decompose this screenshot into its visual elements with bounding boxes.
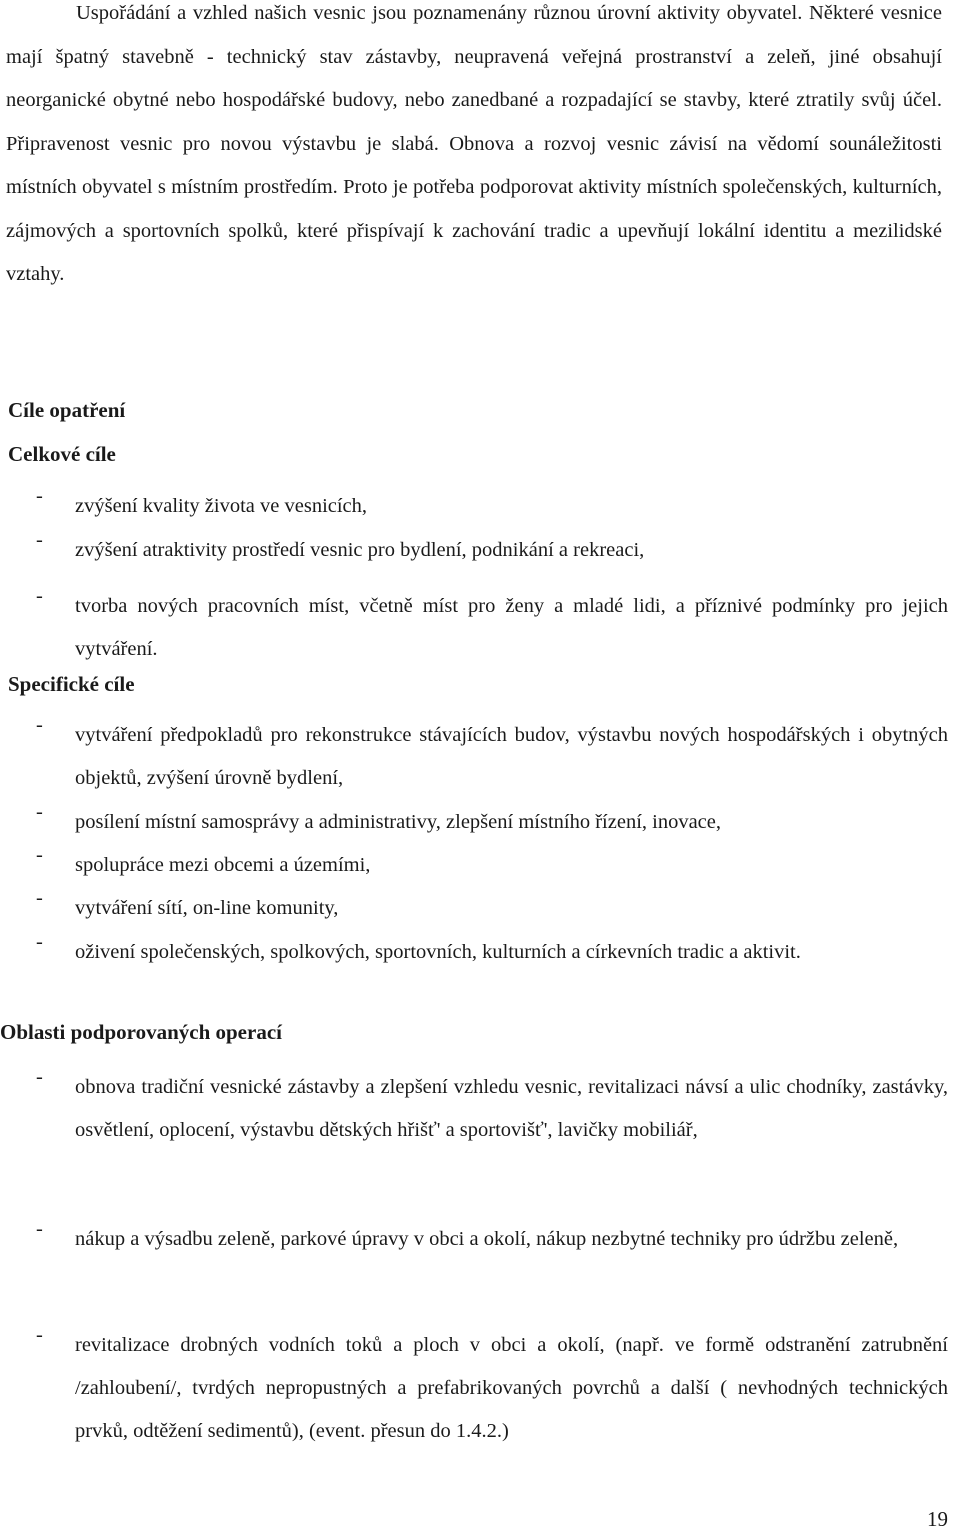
- heading-cile-opatreni: Cíle opatření: [8, 398, 126, 422]
- bullet-dash: -: [36, 1324, 43, 1346]
- list-item-text: nákup a výsadbu zeleně, parkové úpravy v obci a okolí, nákup nezbytné techniky pro údržbu zeleně,: [75, 1228, 899, 1250]
- bullet-dash: -: [36, 887, 43, 909]
- list-item-text: zvýšení atraktivity prostředí vesnic pro bydlení, podnikání a rekreaci,: [75, 539, 645, 561]
- heading-oblasti: Oblasti podporovaných operací: [0, 1020, 282, 1044]
- list-item-text: tvorba nových pracovních míst, včetně míst pro ženy a mladé lidi, a příznivé podmínky pro jejich vytváření.: [75, 595, 948, 660]
- list-item-text: oživení společenských, spolkových, sportovních, kulturních a církevních tradic a aktivit.: [75, 941, 801, 963]
- heading-celkove-cile: Celkové cíle: [8, 442, 116, 466]
- bullet-dash: -: [36, 931, 43, 953]
- list-item-text: revitalizace drobných vodních toků a ploch v obci a okolí, (např. ve formě odstranění zatrubnění /zahloubení/, tvrdých nepropustných a prefabrikovaných povrchů a další ( nevhodných technických prvků, odtěžení sedimentů), (event. přesun do 1.4.2.): [75, 1334, 948, 1442]
- bullet-dash: -: [36, 485, 43, 507]
- bullet-dash: -: [36, 529, 43, 551]
- bullet-dash: -: [36, 844, 43, 866]
- bullet-dash: -: [36, 1218, 43, 1240]
- list-item-text: vytváření předpokladů pro rekonstrukce stávajících budov, výstavbu nových hospodářských i obytných objektů, zvýšení úrovně bydlení,: [75, 724, 948, 789]
- bullet-dash: -: [36, 801, 43, 823]
- list-item-text: posílení místní samosprávy a administrativy, zlepšení místního řízení, inovace,: [75, 811, 722, 833]
- list-item-text: vytváření sítí, on-line komunity,: [75, 897, 339, 919]
- bullet-dash: -: [36, 1066, 43, 1088]
- page-number: 19: [927, 1507, 948, 1531]
- bullet-dash: -: [36, 714, 43, 736]
- heading-specificke-cile: Specifické cíle: [8, 672, 135, 696]
- bullet-dash: -: [36, 585, 43, 607]
- intro-paragraph: Uspořádání a vzhled našich vesnic jsou poznamenány různou úrovní aktivity obyvatel. Některé vesnice mají špatný stavebně - technický stav zástavby, neupravená veřejná prostranství a zeleň, jiné obsahují neorganické obytné nebo hospodářské budovy, nebo zanedbané a rozpadající se stavby, které ztratily svůj účel. Připravenost vesnic pro novou výstavbu je slabá. Obnova a rozvoj vesnic závisí na vědomí sounáležitosti místních obyvatel s místním prostředím. Proto je potřeba podporovat aktivity místních společenských, kulturních, zájmových a sportovních spolků, které přispívají k zachování tradic a upevňují lokální identitu a mezilidské vztahy.: [6, 2, 942, 285]
- list-item-text: spolupráce mezi obcemi a územími,: [75, 854, 371, 876]
- list-item-text: obnova tradiční vesnické zástavby a zlepšení vzhledu vesnic, revitalizaci návsí a ulic chodníky, zastávky, osvětlení, oplocení, výstavbu dětských hřišť' a sportovišť', lavičky mobiliář,: [75, 1076, 948, 1141]
- list-item-text: zvýšení kvality života ve vesnicích,: [75, 495, 368, 517]
